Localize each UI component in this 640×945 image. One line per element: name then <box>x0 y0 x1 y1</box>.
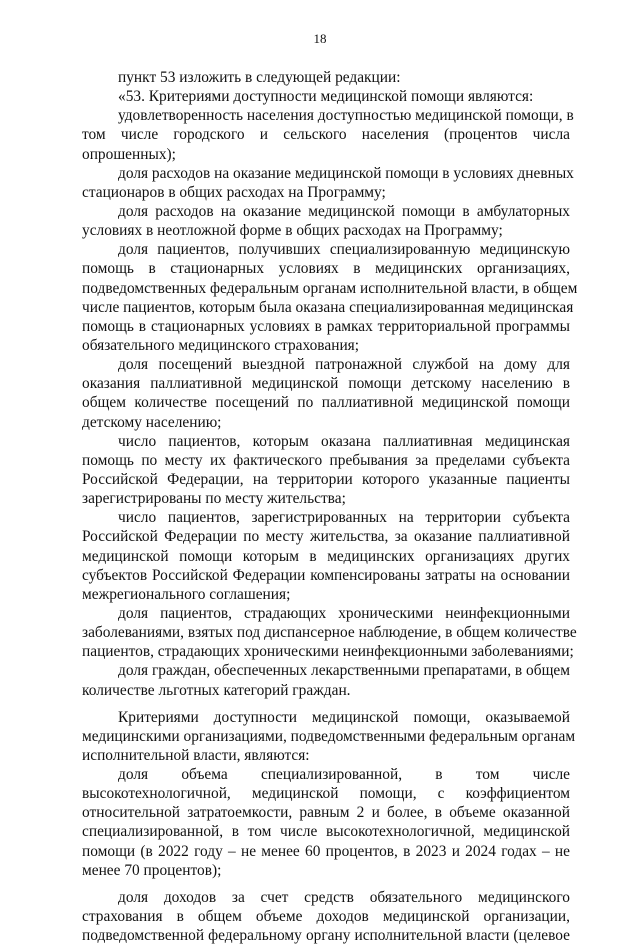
text-line: числе пациентов, которым была оказана специализированная медицинская <box>82 298 574 316</box>
text-line: удовлетворенность населения доступностью медицинской помощи, в <box>118 107 574 125</box>
text-line: специализированной, в том числе высокотехнологичной, медицинской <box>82 823 570 841</box>
text-line: помощь в стационарных условиях в рамках территориальной программы <box>82 317 570 335</box>
document-body <box>82 68 578 945</box>
paragraph <box>82 888 570 945</box>
text-line: подведомственных федеральным органам исполнительной власти, в общем <box>82 279 578 297</box>
text-line: количестве льготных категорий граждан. <box>82 681 351 699</box>
text-line: исполнительной власти, являются: <box>82 746 310 764</box>
text-line: условиях в неотложной форме в общих расходах на Программу; <box>82 222 503 240</box>
text-line: детскому населению; <box>82 413 222 431</box>
text-line: доля доходов за счет средств обязательного медицинского <box>118 888 570 906</box>
paragraph <box>82 164 574 202</box>
text-line: «53. Критериями доступности медицинской помощи являются: <box>118 88 534 106</box>
text-line: опрошенных); <box>82 145 176 163</box>
text-line: доля пациентов, страдающих хроническими неинфекционными <box>118 604 570 622</box>
paragraph <box>82 87 570 106</box>
text-line: высокотехнологичной, медицинской помощи, с коэффициентом <box>82 785 570 803</box>
text-line: общем количестве посещений по паллиативной медицинской помощи <box>82 394 570 412</box>
paragraph <box>82 106 574 163</box>
paragraph <box>82 432 570 509</box>
text-line: пациентов, страдающих хроническими неинфекционными заболеваниями; <box>82 643 574 661</box>
paragraph <box>82 202 570 240</box>
paragraph-gap <box>82 880 570 888</box>
text-line: помощь в стационарных условиях в медицинских организациях, <box>82 260 570 278</box>
text-line: доля граждан, обеспеченных лекарственными препаратами, в общем <box>118 662 570 680</box>
paragraph <box>82 355 570 432</box>
text-line: зарегистрированы по месту жительства; <box>82 490 346 508</box>
paragraph <box>82 604 577 661</box>
text-line: число пациентов, зарегистрированных на территории субъекта <box>118 509 570 527</box>
text-line: межрегионального соглашения; <box>82 585 291 603</box>
text-line: Российской Федерации, на территории которого указанные пациенты <box>82 470 570 488</box>
text-line: оказания паллиативной медицинской помощи детскому населению в <box>82 375 570 393</box>
paragraph <box>82 240 578 355</box>
text-line: стационаров в общих расходах на Программу; <box>82 183 386 201</box>
text-line: пункт 53 изложить в следующей редакции: <box>118 69 401 86</box>
text-line: доля пациентов, получивших специализированную медицинскую <box>118 241 570 259</box>
text-line: помощи (в 2022 году – не менее 60 процентов, в 2023 и 2024 годах – не <box>82 842 570 860</box>
paragraph-gap <box>82 700 570 708</box>
text-line: менее 70 процентов); <box>82 861 222 879</box>
text-line: субъектов Российской Федерации компенсированы затраты на основании <box>82 566 570 584</box>
paragraph <box>82 661 570 699</box>
text-line: число пациентов, которым оказана паллиативная медицинская <box>118 432 570 450</box>
text-line: доля расходов на оказание медицинской помощи в условиях дневных <box>118 164 574 182</box>
text-line: заболеваниями, взятых под диспансерное наблюдение, в общем количестве <box>82 624 577 642</box>
paragraph <box>82 68 570 87</box>
text-line: помощь по месту их фактического пребывания за пределами субъекта <box>82 451 570 469</box>
text-line: медицинской помощи которым в медицинских организациях других <box>82 547 570 565</box>
text-line: обязательного медицинского страхования; <box>82 336 360 354</box>
text-line: относительной затратоемкости, равным 2 и более, в объеме оказанной <box>82 804 570 822</box>
text-line: Российской Федерации по месту жительства, за оказание паллиативной <box>82 528 570 546</box>
text-line: доля расходов на оказание медицинской помощи в амбулаторных <box>118 202 570 220</box>
text-line: том числе городского и сельского населения (процентов числа <box>82 126 570 144</box>
text-line: Критериями доступности медицинской помощи, оказываемой <box>118 708 570 726</box>
paragraph <box>82 708 576 765</box>
paragraph <box>82 765 570 880</box>
text-line: страхования в общем объеме доходов медицинской организации, <box>82 908 570 926</box>
text-line: подведомственной федеральному органу исполнительной власти (целевое <box>82 927 570 945</box>
paragraph <box>82 508 570 604</box>
text-line: доля посещений выездной патронажной службой на дому для <box>118 356 570 374</box>
text-line: доля объема специализированной, в том числе <box>118 766 570 784</box>
text-line: медицинскими организациями, подведомственными федеральным органам <box>82 727 576 745</box>
page-number: 18 <box>313 31 327 46</box>
